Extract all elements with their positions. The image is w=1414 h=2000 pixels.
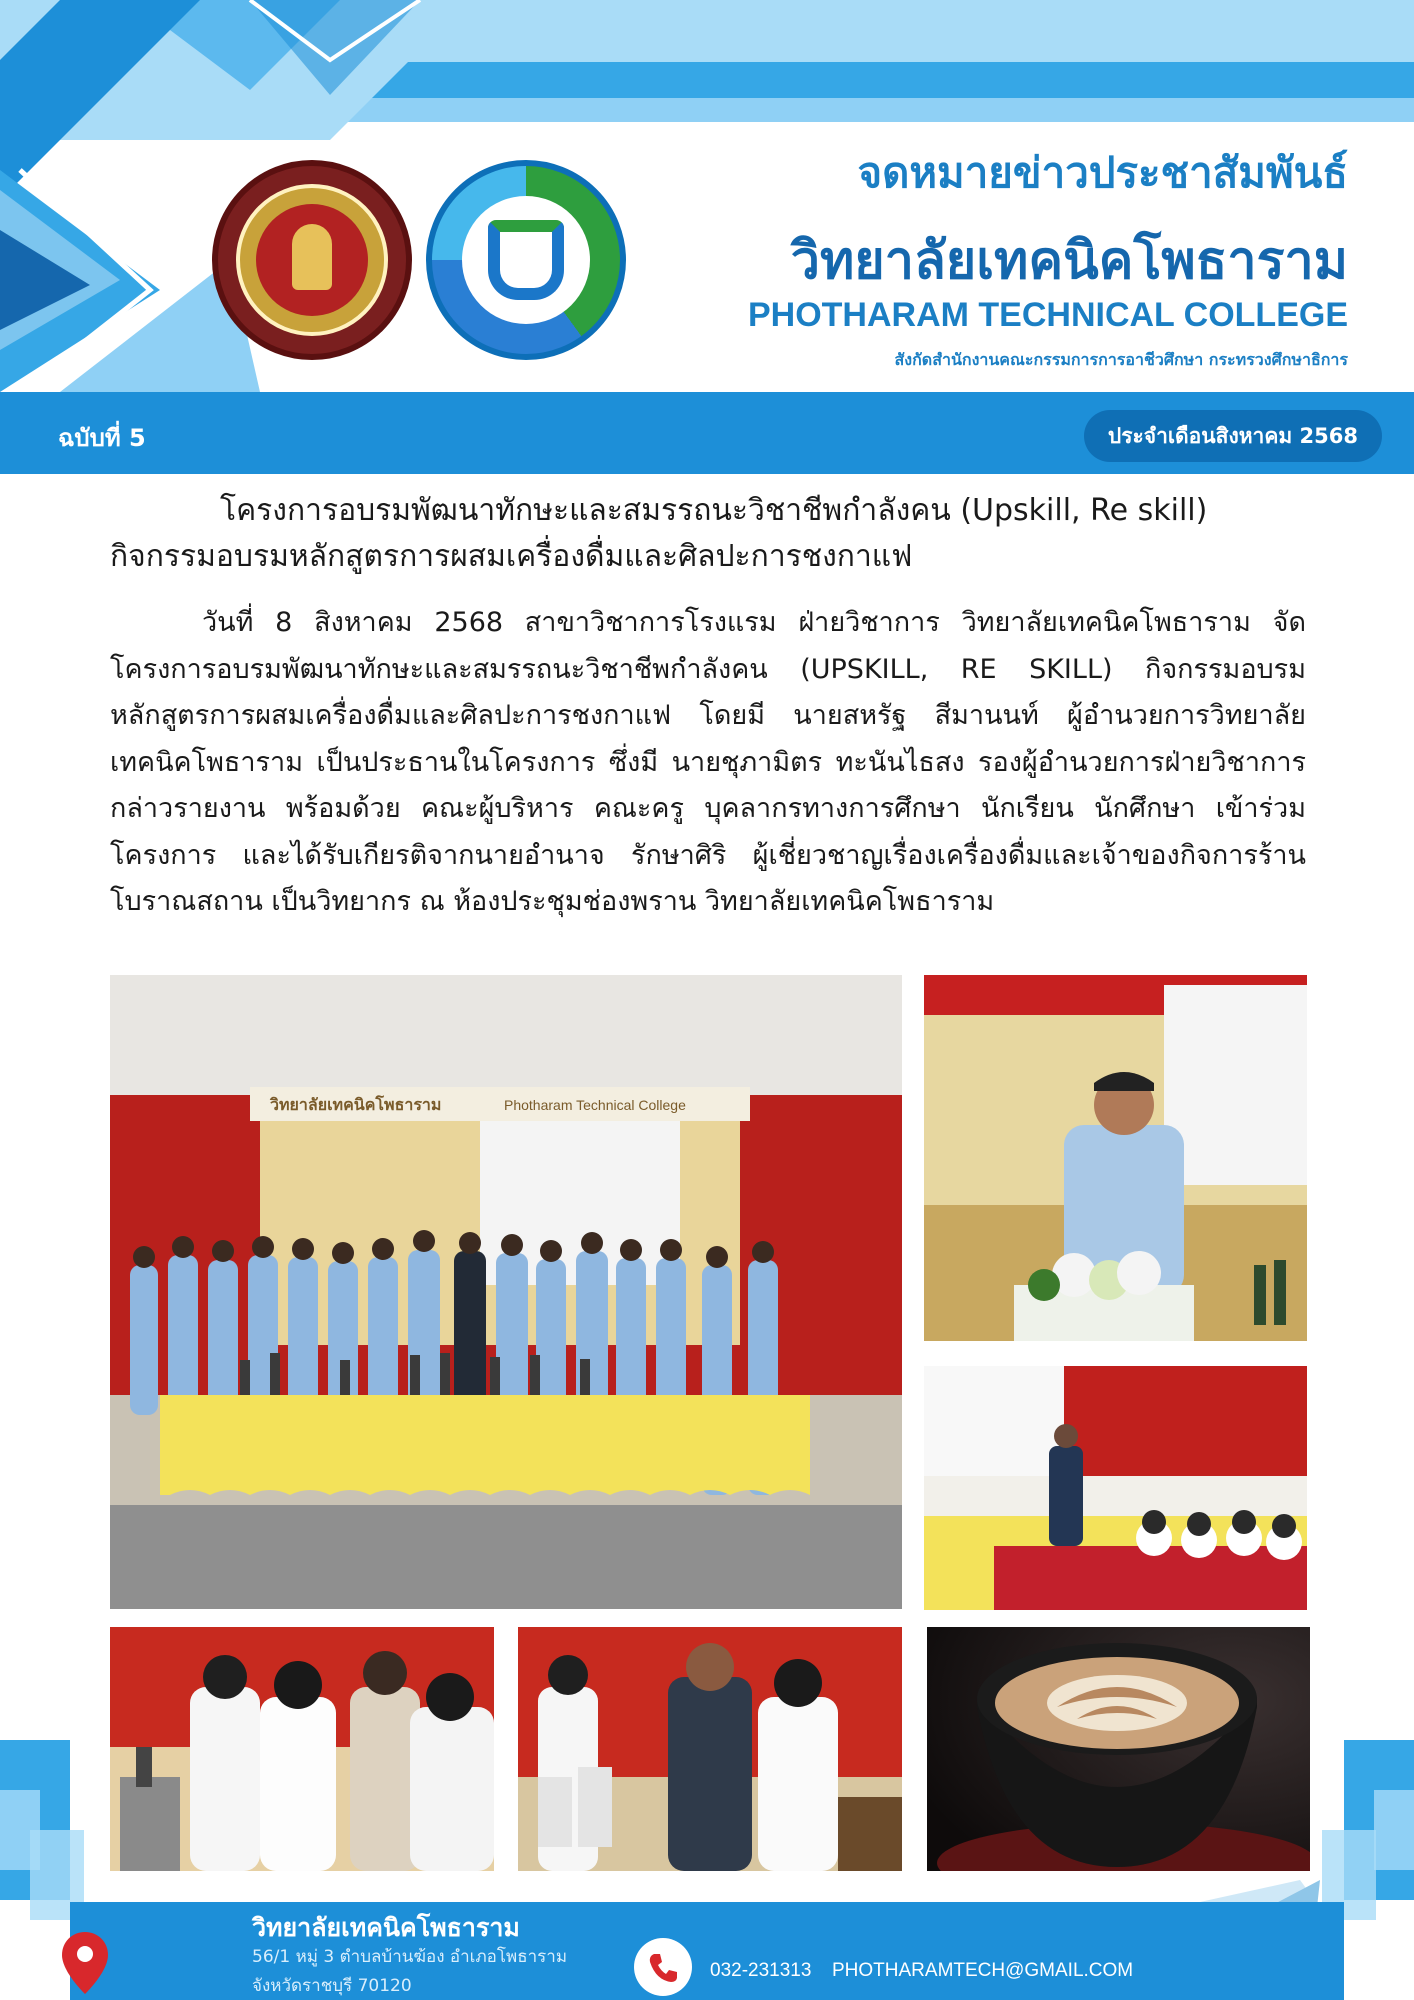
ptc-green-quality-logo (426, 160, 626, 360)
footer-college-name: วิทยาลัยเทคนิคโพธาราม (252, 1913, 520, 1942)
headline-line-1: โครงการอบรมพัฒนาทักษะและสมรรถนะวิชาชีพกำลังคน (Upskill, Re skill) (220, 493, 1208, 528)
presenter-photo (924, 1366, 1307, 1610)
affiliation-line: สังกัดสำนักงานคณะกรรมการการอาชีวศึกษา กระทรวงศึกษาธิการ (894, 350, 1348, 369)
group-photo-banner-english: Photharam Technical College (504, 1097, 686, 1113)
footer-address-line-2: จังหวัดราชบุรี 70120 (252, 1976, 412, 1996)
issue-month-badge: ประจำเดือนสิงหาคม 2568 (1084, 410, 1382, 462)
group-photo-banner-thai: วิทยาลัยเทคนิคโพธาราม (270, 1095, 442, 1114)
college-name-english: PHOTHARAM TECHNICAL COLLEGE (747, 296, 1348, 334)
phone-icon (634, 1938, 692, 1996)
newsletter-header (0, 0, 1414, 392)
headline-line-2: กิจกรรมอบรมหลักสูตรการผสมเครื่องดื่มและศิลปะการชงกาแฟ (110, 539, 913, 574)
footer-email: PHOTHARAMTECH@GMAIL.COM (832, 1960, 1134, 1981)
location-pin-icon (62, 1932, 108, 1994)
footer-address-line-1: 56/1 หมู่ 3 ตำบลบ้านฆ้อง อำเภอโพธาราม (252, 1947, 568, 1967)
newsletter-title: จดหมายข่าวประชาสัมพันธ์ (857, 148, 1348, 197)
article-body: วันที่ 8 สิงหาคม 2568 สาขาวิชาการโรงแรม ฝ่ายวิชาการ วิทยาลัยเทคนิคโพธาราม จัดโครงการอบรมพัฒนาทักษะและสมรรถนะวิชาชีพกำลังคน (UPSKILL, RE SKILL) กิจกรรมอบรมหลักสูตรการผสมเครื่องดื่มและศิลปะการชงกาแฟ โดยมี นายสหรัฐ สีมานนท์ ผู้อำนวยการวิทยาลัยเทคนิคโพธาราม เป็นประธานในโครงการ ซึ่งมี นายชุภามิตร ทะนันไธสง รองผู้อำนวยการฝ่ายวิชาการ กล่าวรายงาน พร้อมด้วย คณะผู้บริหาร คณะครู บุคลากรทางการศึกษา นักเรียน นักศึกษา เข้าร่วมโครงการ และได้รับเกียรติจากนายอำนาจ รักษาศิริ ผู้เชี่ยวชาญเรื่องเครื่องดื่มและเจ้าของกิจการร้านโบราณสถาน เป็นวิทยากร ณ ห้องประชุมช่องพราน วิทยาลัยเทคนิคโพธาราม (110, 607, 1306, 917)
group-photo (110, 975, 902, 1609)
college-name-thai: วิทยาลัยเทคนิคโพธาราม (790, 231, 1348, 291)
article-headline (110, 488, 1306, 580)
ovec-seal-logo (212, 160, 412, 360)
issue-number: ฉบับที่ 5 (58, 424, 146, 452)
footer-phone: 032-231313 (710, 1960, 812, 1981)
speaker-photo (924, 975, 1307, 1341)
